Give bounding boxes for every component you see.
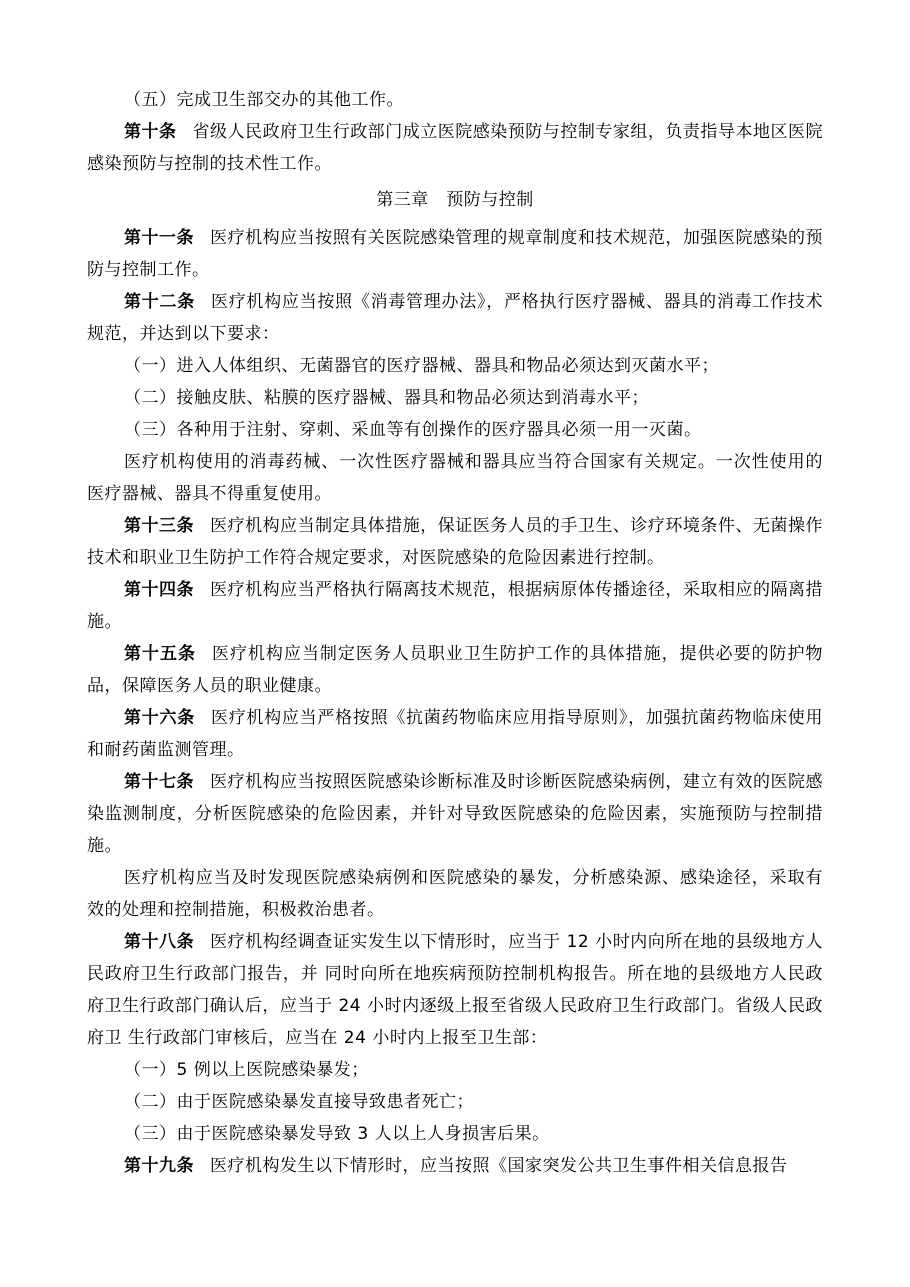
item-paragraph: （三）各种用于注射、穿刺、采血等有创操作的医疗器具必须一用一灭菌。 (124, 420, 702, 440)
chapter-heading: 第三章 预防与控制 (376, 190, 534, 210)
article-17 (87, 766, 823, 862)
article-13 (87, 510, 823, 574)
body-paragraph: 医疗机构应当及时发现医院感染病例和医院感染的暴发，分析感染源、感染途径，采取有效的处理和控制措施，积极救治患者。 (87, 868, 823, 920)
item-paragraph: （一）进入人体组织、无菌器官的医疗器械、器具和物品必须达到灭菌水平； (124, 356, 719, 376)
article-15 (87, 638, 823, 702)
article-number: 第十二条 (124, 292, 195, 312)
article-12 (87, 286, 823, 350)
article-text: 医疗机构应当按照医院感染诊断标准及时诊断医院感染病例，建立有效的医院感染监测制度，分析医院感染的危险因素，并针对导致医院感染的危险因素，实施预防与控制措施。 (87, 772, 824, 856)
document-page (87, 84, 823, 1182)
article-number: 第十七条 (124, 772, 195, 792)
article-19 (87, 1150, 823, 1182)
article-number: 第十一条 (124, 228, 195, 248)
article-text: 医疗机构应当按照《消毒管理办法》，严格执行医疗器械、器具的消毒工作技术规范，并达到以下要求： (87, 292, 824, 344)
article-text: 省级人民政府卫生行政部门成立医院感染预防与控制专家组，负责指导本地区医院感染预防与控制的技术性工作。 (87, 122, 824, 174)
article-number: 第十四条 (124, 580, 195, 600)
item-paragraph: （五）完成卫生部交办的其他工作。 (124, 90, 404, 110)
article-18 (87, 926, 823, 1054)
article-text: 医疗机构应当按照有关医院感染管理的规章制度和技术规范，加强医院感染的预防与控制工作。 (87, 228, 824, 280)
article-number: 第十条 (124, 122, 177, 142)
article-number: 第十九条 (124, 1156, 194, 1176)
article-10 (87, 116, 823, 180)
article-number: 第十六条 (124, 708, 195, 728)
article-text: 医疗机构发生以下情形时，应当按照《国家突发公共卫生事件相关信息报告 (210, 1156, 788, 1176)
article-number: 第十八条 (124, 932, 195, 952)
article-text: 医疗机构经调查证实发生以下情形时，应当于 12 小时内向所在地的县级地方人民政府卫生行政部门报告，并 同时向所在地疾病预防控制机构报告。所在地的县级地方人民政府卫生行政部门确认后，应当于 24 小时内逐级上报至省级人民政府卫生行政部门。省级人民政府卫 生行政部门审核后，应当在 24 小时内上报至卫生部： (87, 932, 823, 1048)
article-number: 第十三条 (124, 516, 195, 536)
article-number: 第十五条 (124, 644, 196, 664)
body-paragraph: 医疗机构使用的消毒药械、一次性医疗器械和器具应当符合国家有关规定。一次性使用的医疗器械、器具不得重复使用。 (87, 452, 823, 504)
item-paragraph: （三）由于医院感染暴发导致 3 人以上人身损害后果。 (124, 1124, 550, 1144)
article-14 (87, 574, 823, 638)
article-text: 医疗机构应当制定医务人员职业卫生防护工作的具体措施，提供必要的防护物品，保障医务人员的职业健康。 (87, 644, 824, 696)
item-paragraph: （一）5 例以上医院感染暴发； (124, 1060, 369, 1080)
article-11 (87, 222, 823, 286)
item-paragraph: （二）由于医院感染暴发直接导致患者死亡； (124, 1092, 474, 1112)
article-16 (87, 702, 823, 766)
article-text: 医疗机构应当严格按照《抗菌药物临床应用指导原则》，加强抗菌药物临床使用和耐药菌监测管理。 (87, 708, 824, 760)
item-paragraph: （二）接触皮肤、粘膜的医疗器械、器具和物品必须达到消毒水平； (124, 388, 649, 408)
article-text: 医疗机构应当严格执行隔离技术规范，根据病原体传播途径，采取相应的隔离措施。 (87, 580, 824, 632)
article-text: 医疗机构应当制定具体措施，保证医务人员的手卫生、诊疗环境条件、无菌操作技术和职业卫生防护工作符合规定要求，对医院感染的危险因素进行控制。 (87, 516, 824, 568)
